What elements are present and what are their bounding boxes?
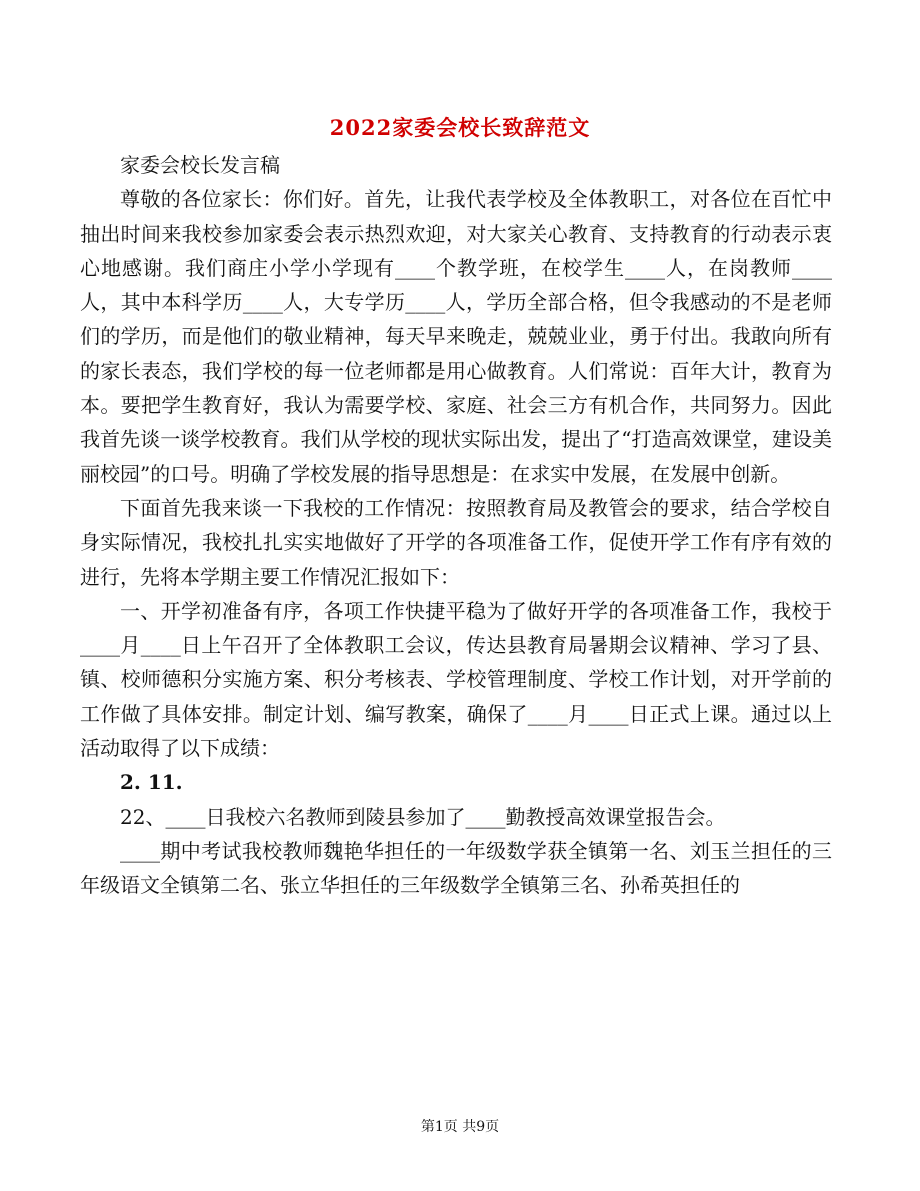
paragraph-greeting: 尊敬的各位家长：你们好。首先，让我代表学校及全体教职工，对各位在百忙中抽出时间来我校参加家委会表示热烈欢迎，对大家关心教育、支持教育的行动表示衷心地感谢。我们商庄小学小学现有____个教学班，在校学生____人，在岗教师____人，其中本科学历____人，大专学历____人，学历全部合格，但令我感动的不是老师们的学历，而是他们的敬业精神，每天早来晚走，兢兢业业，勇于付出。我敢向所有的家长表态，我们学校的每一位老师都是用心做教育。人们常说：百年大计，教育为本。要把学生教育好，我认为需要学校、家庭、社会三方有机合作，共同努力。因此我首先谈一谈学校教育。我们从学校的现状实际出发，提出了“打造高效课堂，建设美丽校园”的口号。明确了学校发展的指导思想是：在求实中发展，在发展中创新。 [80, 187, 832, 486]
paragraph-section-one: 一、开学初准备有序，各项工作快捷平稳为了做好开学的各项准备工作，我校于____月____日上午召开了全体教职工会议，传达县教育局暑期会议精神、学习了县、镇、校师德积分实施方案、积分考核表、学校管理制度、学校工作计划，对开学前的工作做了具体安排。制定计划、编写教案，确保了____月____日正式上课。通过以上活动取得了以下成绩： [80, 598, 832, 761]
document-title: 2022家委会校长致辞范文 [329, 115, 591, 140]
paragraph-subtitle: 家委会校长发言稿 [120, 153, 280, 177]
paragraph-numbered: 2. 11. [120, 770, 183, 795]
page-number: 第1页 共9页 [420, 1119, 500, 1135]
document-body [80, 148, 832, 903]
paragraph-report-meeting: 22、____日我校六名教师到陵县参加了____勤教授高效课堂报告会。 [120, 804, 726, 829]
paragraph-exam-results: ____期中考试我校教师魏艳华担任的一年级数学获全镇第一名、刘玉兰担任的三年级语文全镇第二名、张立华担任的三年级数学全镇第三名、孙希英担任的 [80, 838, 832, 898]
paragraph-work-intro: 下面首先我来谈一下我校的工作情况：按照教育局及教管会的要求，结合学校自身实际情况，我校扎扎实实地做好了开学的各项准备工作，促使开学工作有序有效的进行，先将本学期主要工作情况汇报如下： [80, 495, 832, 589]
